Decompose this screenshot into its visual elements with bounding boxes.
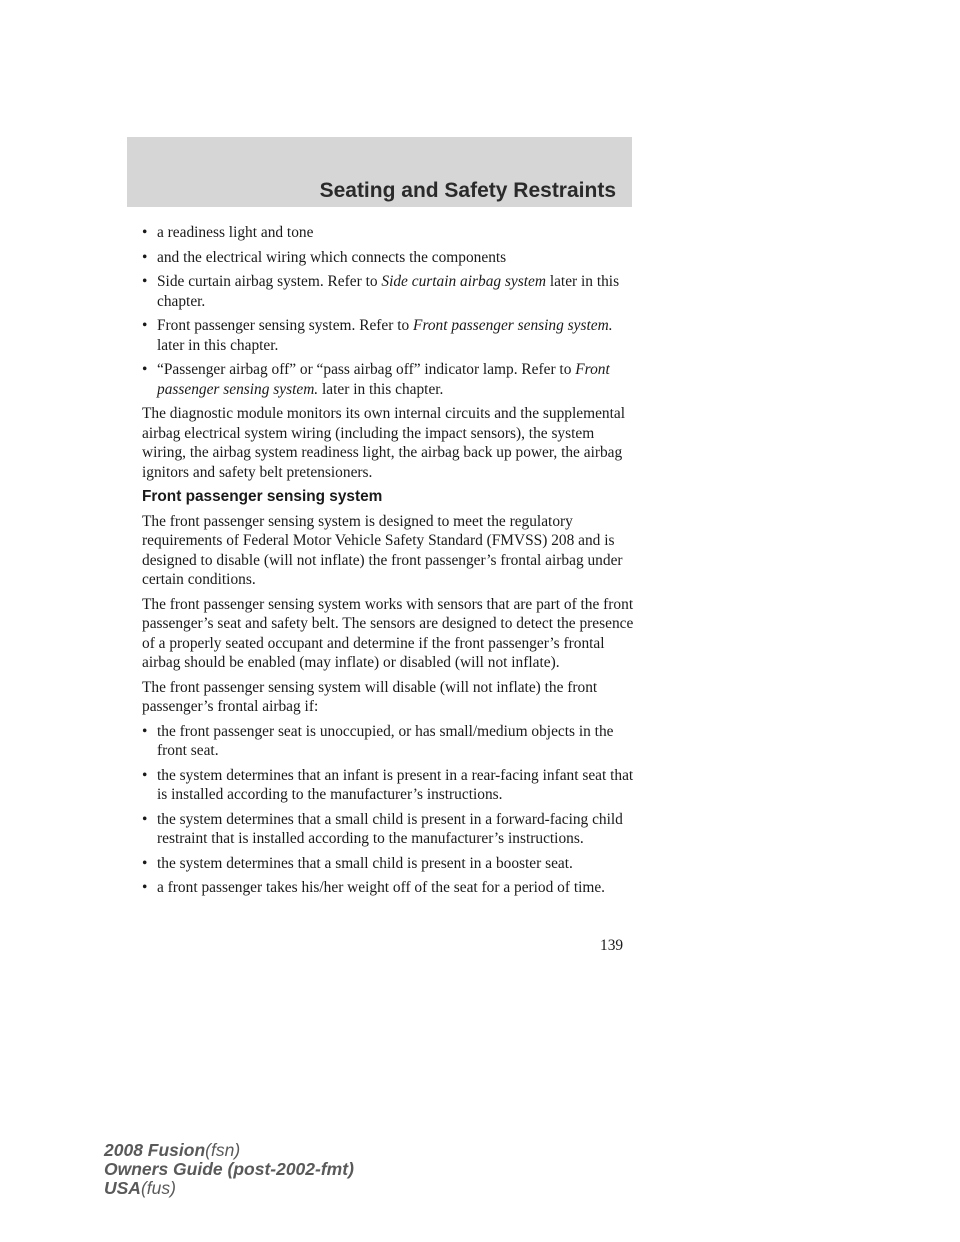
list-item xyxy=(142,316,642,355)
bullet-glyph: • xyxy=(142,224,148,241)
paragraph-sensors: The front passenger sensing system works with sensors that are part of the front passenger’s seat and safety belt. The sensors are designed to detect the presence of a properly seated occupant and determine if the front passenger’s frontal airbag should be enabled (may inflate) or disabled (will not inflate). xyxy=(142,595,634,671)
bullet-glyph: • xyxy=(142,854,148,872)
cross-reference: Front passenger sensing system. xyxy=(157,361,610,398)
footer-market-name: USA xyxy=(104,1178,141,1198)
bullet-glyph: • xyxy=(142,879,148,896)
footer-market-code: (fus) xyxy=(140,1178,176,1198)
list-item xyxy=(142,766,642,805)
footer-line-model xyxy=(104,1141,354,1160)
bullet-glyph: • xyxy=(142,248,148,266)
list-item-text: the system determines that a small child is present in a booster seat. xyxy=(157,854,573,872)
section-heading: Front passenger sensing system xyxy=(142,488,383,505)
list-item-text: a readiness light and tone xyxy=(157,224,314,241)
list-item-text-after: later in this chapter. xyxy=(157,273,620,310)
list-item xyxy=(142,248,642,268)
footer-line-market xyxy=(104,1179,354,1198)
list-item xyxy=(142,722,642,761)
footer-line-guide: Owners Guide (post-2002-fmt) xyxy=(104,1159,354,1179)
page-number: 139 xyxy=(600,937,624,954)
bullet-glyph: • xyxy=(142,273,148,290)
paragraph-diagnostic: The diagnostic module monitors its own internal circuits and the supplemental airbag electrical system wiring (including the impact sensors), the system wiring, the airbag system readiness light, the airbag back up power, the airbag ignitors and safety belt pretensioners. xyxy=(142,405,625,481)
list-item xyxy=(142,878,642,898)
list-item-text: the system determines that an infant is present in a rear-facing infant seat that is installed according to the manufacturer’s instructions. xyxy=(157,766,634,803)
bullet-glyph: • xyxy=(142,722,148,740)
bullet-glyph: • xyxy=(142,317,148,334)
bullet-glyph: • xyxy=(142,810,148,828)
list-item xyxy=(142,360,642,399)
document-footer xyxy=(104,1141,354,1198)
page-body xyxy=(142,223,642,903)
list-item-text: Front passenger sensing system. Refer to xyxy=(157,317,414,334)
chapter-header-band xyxy=(127,137,632,207)
list-item xyxy=(142,272,642,311)
bullet-glyph: • xyxy=(142,766,148,784)
list-item-text: “Passenger airbag off” or “pass airbag off” indicator lamp. Refer to xyxy=(157,361,576,378)
list-item-text: and the electrical wiring which connects the components xyxy=(157,248,507,266)
paragraph-regulatory: The front passenger sensing system is designed to meet the regulatory requirements of Federal Motor Vehicle Safety Standard (FMVSS) 208 and is designed to disable (will not inflate) the front passenger’s frontal airbag under certain conditions. xyxy=(142,512,623,588)
footer-model-name: 2008 Fusion xyxy=(104,1140,206,1160)
list-item-text-after: later in this chapter. xyxy=(157,336,279,354)
list-item-text-after: later in this chapter. xyxy=(318,380,444,398)
bullet-glyph: • xyxy=(142,361,148,378)
cross-reference: Side curtain airbag system xyxy=(381,273,546,290)
chapter-title: Seating and Safety Restraints xyxy=(319,179,616,202)
list-item-text: a front passenger takes his/her weight off of the seat for a period of time. xyxy=(157,879,606,896)
list-item-text: the front passenger seat is unoccupied, or has small/medium objects in the front seat. xyxy=(157,722,614,759)
list-item xyxy=(142,223,642,243)
list-item xyxy=(142,854,642,874)
paragraph-disable: The front passenger sensing system will disable (will not inflate) the front passenger’s frontal airbag if: xyxy=(142,678,598,715)
list-item-text: Side curtain airbag system. Refer to xyxy=(157,273,382,290)
list-item-text: the system determines that a small child is present in a forward-facing child restraint that is installed according to the manufacturer’s instructions. xyxy=(157,810,623,847)
footer-model-code: (fsn) xyxy=(205,1140,241,1160)
list-item xyxy=(142,810,642,849)
cross-reference: Front passenger sensing system. xyxy=(413,317,613,334)
